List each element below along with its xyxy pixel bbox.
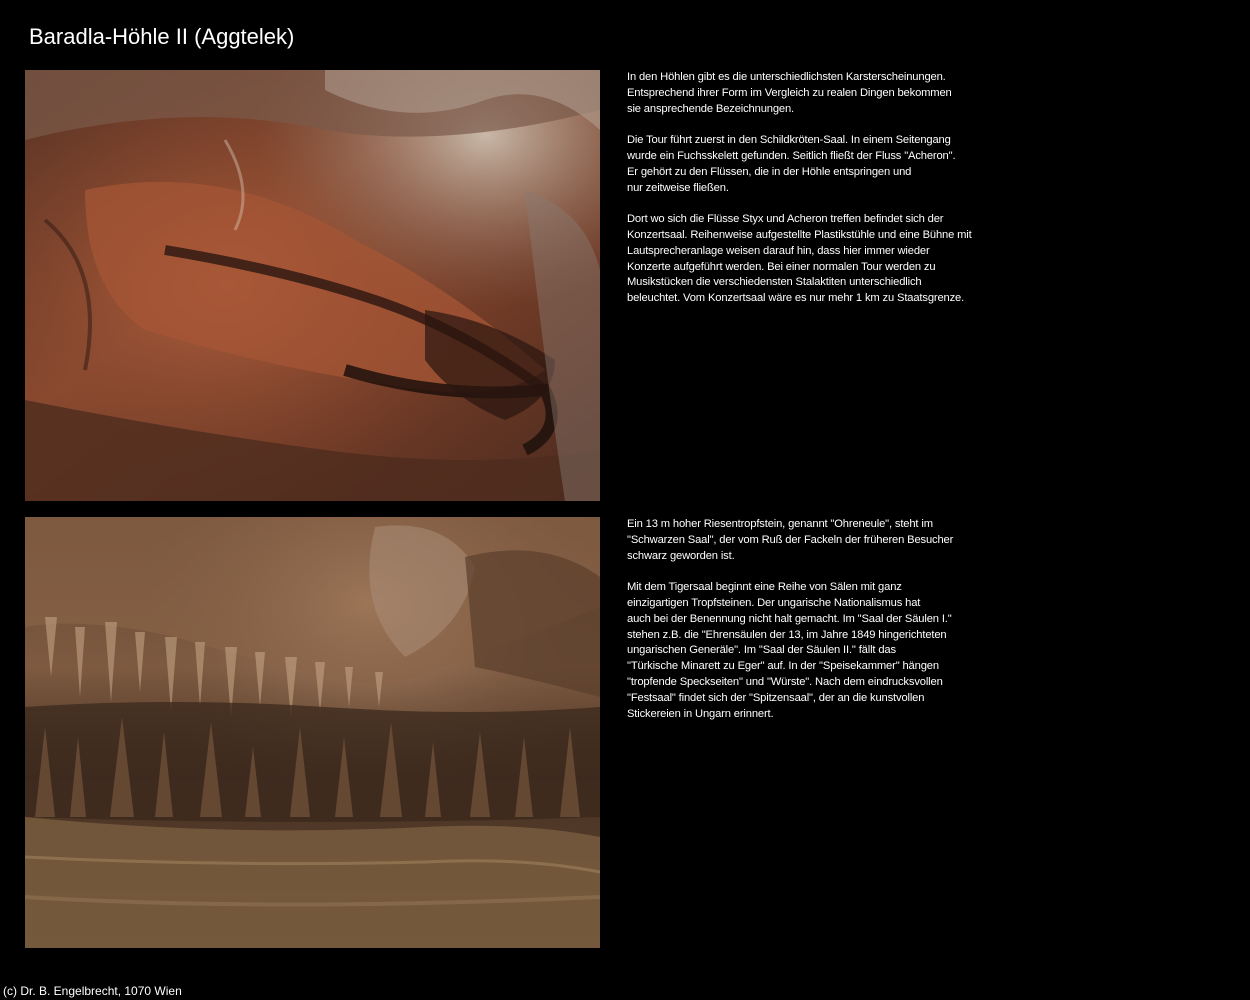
text-line: Konzerte aufgeführt werden. Bei einer normalen Tour werden zu	[627, 260, 936, 273]
text-line: einzigartigen Tropfsteinen. Der ungarische Nationalismus hat	[627, 596, 921, 609]
text-line: Dort wo sich die Flüsse Styx und Acheron treffen befindet sich der	[627, 213, 944, 226]
text-line: "Festsaal" findet sich der "Spitzensaal", der an die kunstvollen	[627, 691, 925, 704]
text-line: sie ansprechende Bezeichnungen.	[627, 102, 795, 115]
text-line: Er gehört zu den Flüssen, die in der Höhle entspringen und	[627, 165, 912, 178]
cave-wall-photo	[25, 70, 600, 501]
text-line: "Türkische Minarett zu Eger" auf. In der "Speisekammer" hängen	[627, 660, 939, 673]
text-line: Ein 13 m hoher Riesentropfstein, genannt "Ohreneule", steht im	[627, 518, 933, 530]
text-line: Stickereien in Ungarn erinnert.	[627, 707, 774, 720]
section-1-text	[627, 70, 1027, 307]
text-line: stehen z.B. die "Ehrensäulen der 13, im Jahre 1849 hingerichteten	[627, 628, 947, 641]
copyright-footer: (c) Dr. B. Engelbrecht, 1070 Wien	[3, 984, 182, 998]
section-2-text	[627, 517, 1027, 722]
text-line: Entsprechend ihrer Form im Vergleich zu realen Dingen bekommen	[627, 86, 952, 99]
text-line: Mit dem Tigersaal beginnt eine Reihe von Sälen mit ganz	[627, 581, 902, 594]
text-line: beleuchtet. Vom Konzertsaal wäre es nur mehr 1 km zu Staatsgrenze.	[627, 292, 965, 305]
text-line: schwarz geworden ist.	[627, 549, 735, 562]
paragraph	[627, 580, 1027, 722]
text-line: Die Tour führt zuerst in den Schildkröten-Saal. In einem Seitengang	[627, 134, 951, 147]
paragraph	[627, 70, 1027, 117]
paragraph	[627, 517, 1027, 564]
text-line: "Schwarzen Saal", der vom Ruß der Fackeln der früheren Besucher	[627, 533, 954, 546]
text-line: Musikstücken die verschiedensten Stalaktiten unterschiedlich	[627, 276, 922, 289]
text-line: "tropfende Speckseiten" und "Würste". Nach dem eindrucksvollen	[627, 675, 943, 688]
page-title: Baradla-Höhle II (Aggtelek)	[29, 24, 295, 49]
text-line: wurde ein Fuchsskelett gefunden. Seitlich fließt der Fluss "Acheron".	[627, 149, 956, 162]
cave-wall-photo-icon	[25, 70, 600, 501]
text-line: ungarischen Generäle". Im "Saal der Säulen II." fällt das	[627, 644, 896, 657]
text-line: nur zeitweise fließen.	[627, 181, 729, 194]
stalactite-hall-photo	[25, 517, 600, 948]
paragraph	[627, 133, 1027, 196]
paragraph	[627, 212, 1027, 307]
text-line: auch bei der Benennung nicht halt gemacht. Im "Saal der Säulen I."	[627, 612, 952, 625]
text-line: Konzertsaal. Reihenweise aufgestellte Plastikstühle und eine Bühne mit	[627, 228, 972, 241]
text-line: In den Höhlen gibt es die unterschiedlichsten Karsterscheinungen.	[627, 71, 946, 83]
text-line: Lautsprecheranlage weisen darauf hin, dass hier immer wieder	[627, 244, 930, 257]
stalactite-hall-photo-icon	[25, 517, 600, 948]
